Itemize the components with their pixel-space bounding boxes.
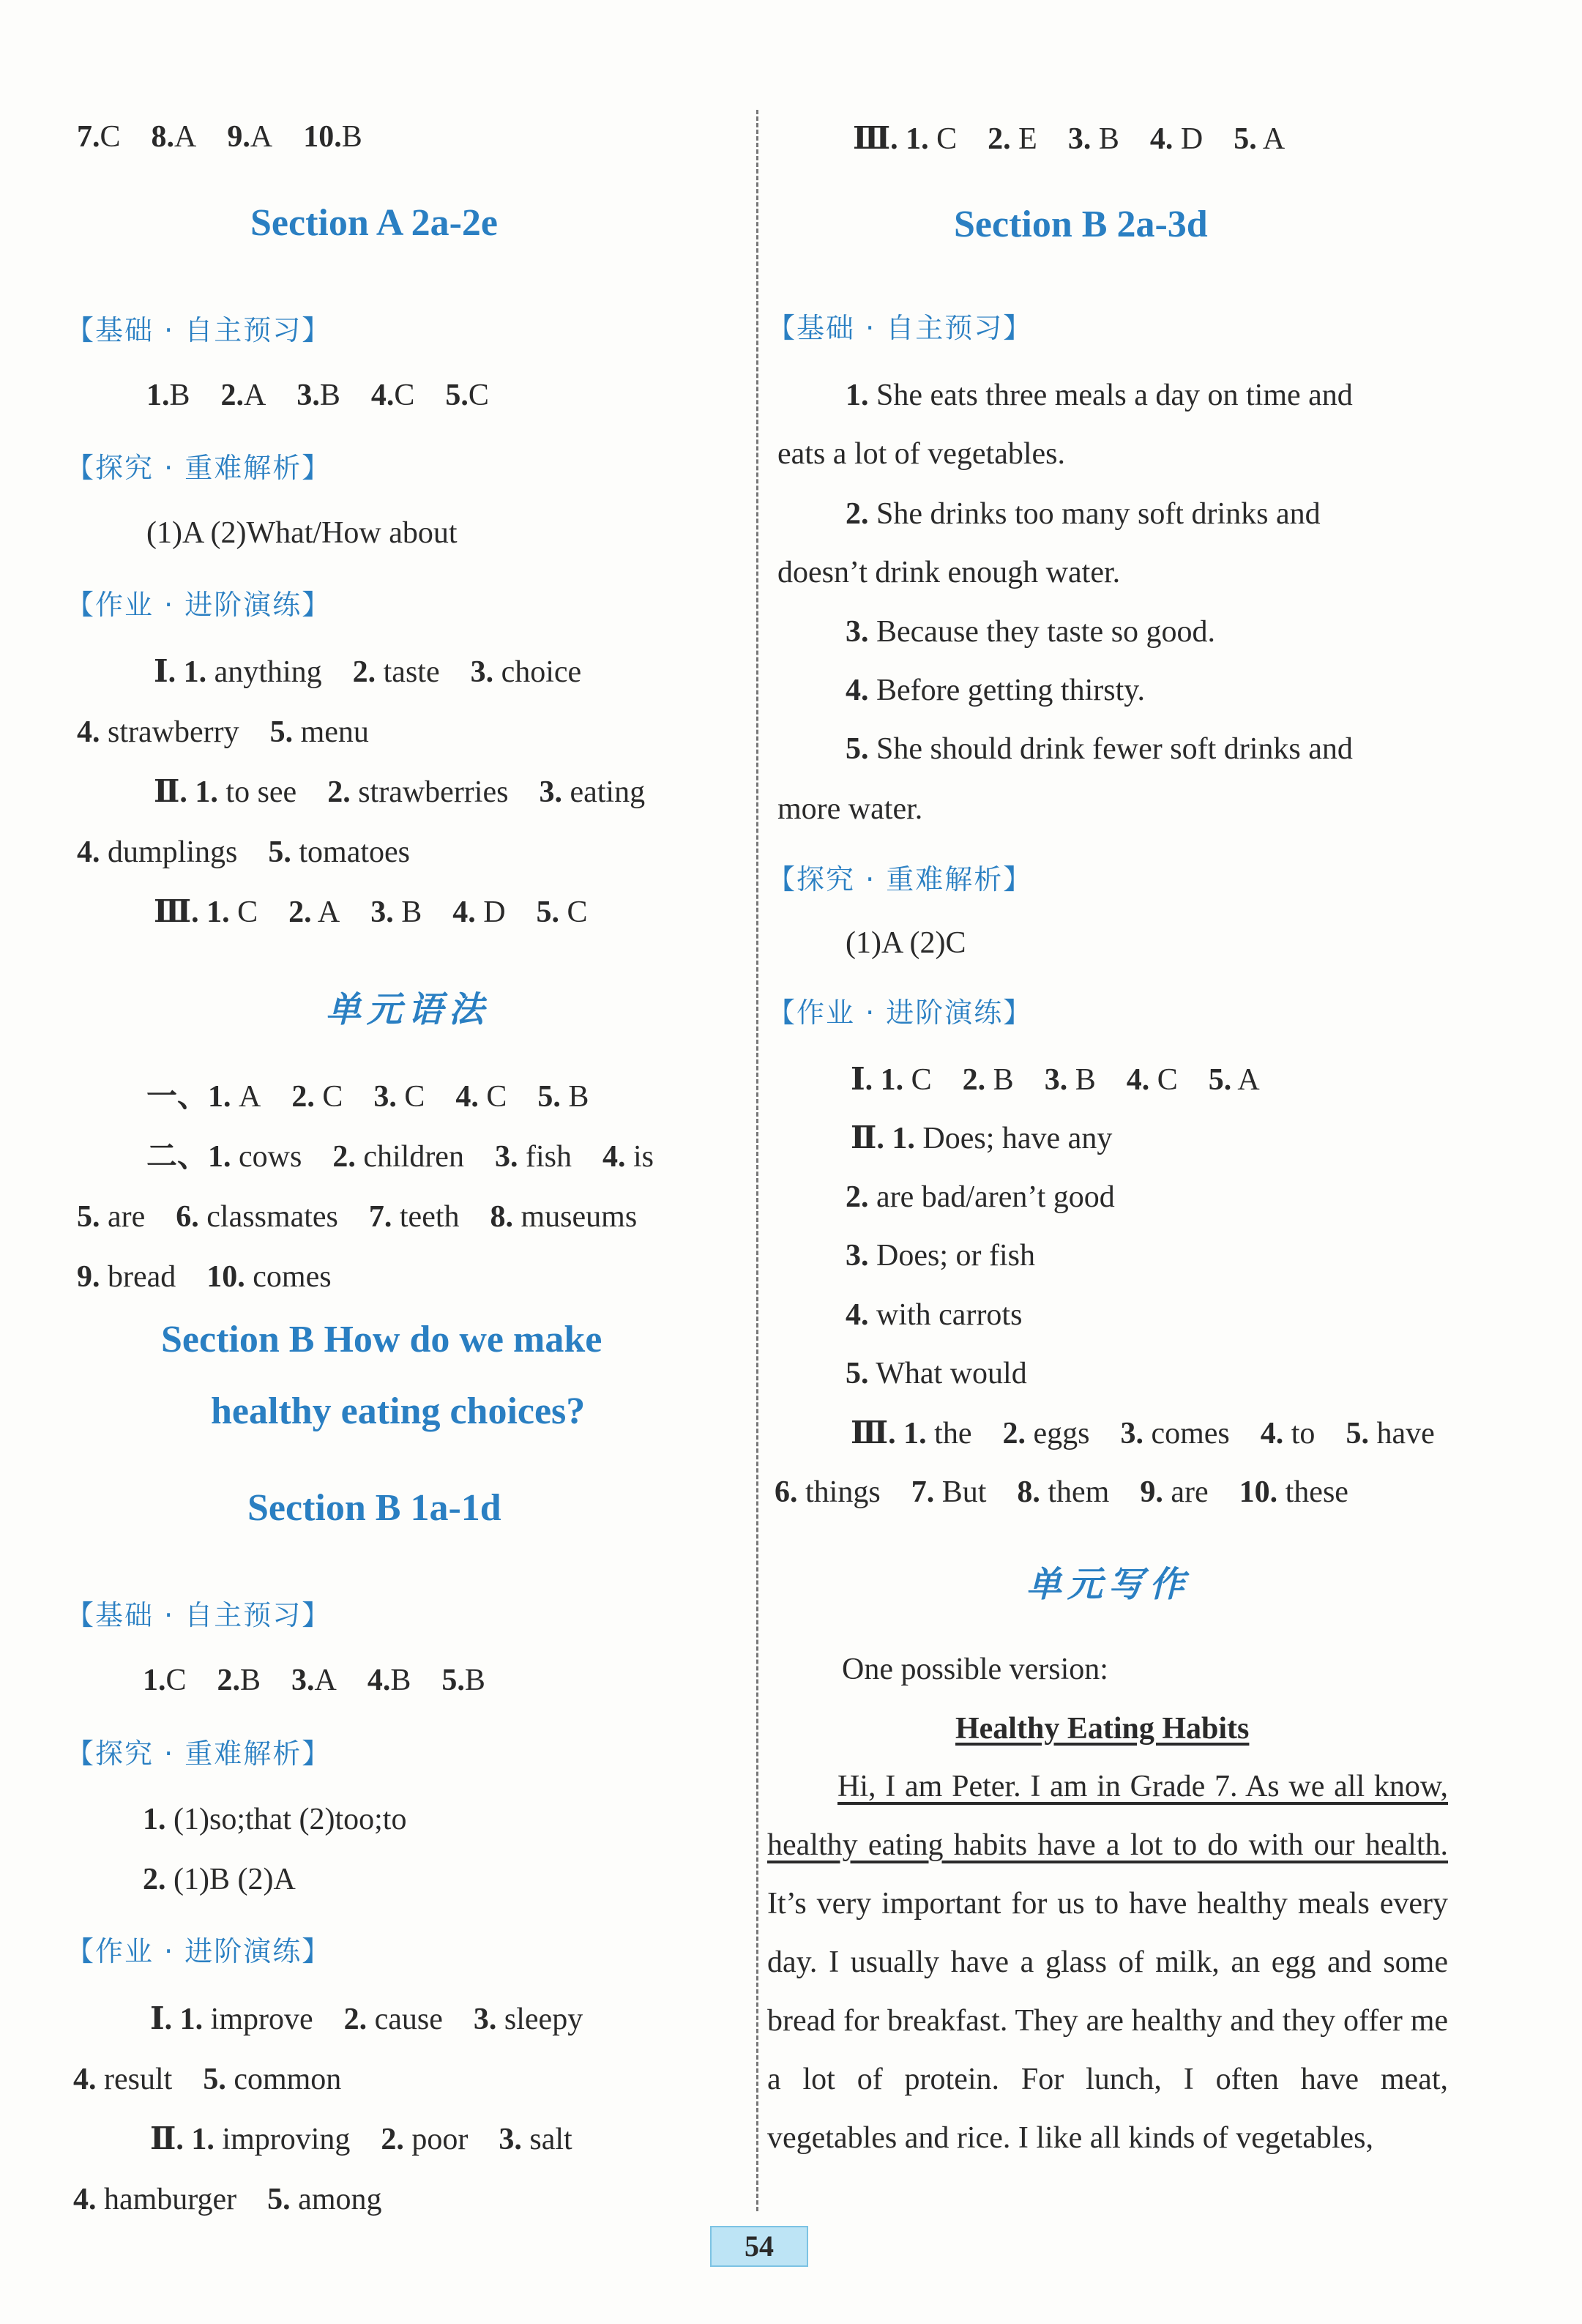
section-title: healthy eating choices? bbox=[211, 1390, 586, 1432]
answer-line: 1.C 2.B 3.A 4.B 5.B bbox=[143, 1664, 485, 1697]
answer-line: 4. strawberry 5. menu bbox=[77, 715, 369, 749]
essay-text: It’s very important for us to have healthy meals every day. I usually have a glass of milk, an egg and some bread for breakfast. They are healthy and they offer me a lot of protein. For lunch, I often have meat, vegetables and rice. I like all kinds of vegetables, bbox=[767, 1887, 1448, 2155]
section-tag: 【探究 · 重难解析】 bbox=[66, 1738, 332, 1770]
answer-line: 1.B 2.A 3.B 4.C 5.C bbox=[146, 379, 489, 412]
answer-line: Ⅱ. 1. to see 2. strawberries 3. eating bbox=[154, 775, 646, 809]
answer-line: 2. are bad/aren’t good bbox=[846, 1180, 1115, 1214]
answer-line: 一、1. A 2. C 3. C 4. C 5. B bbox=[146, 1080, 589, 1114]
section-title: Section B 1a-1d bbox=[247, 1487, 501, 1529]
answer-line: doesn’t drink enough water. bbox=[777, 556, 1121, 589]
section-title: Section B How do we make bbox=[161, 1319, 602, 1360]
answer-line: more water. bbox=[777, 792, 923, 826]
section-title: Section B 2a-3d bbox=[954, 204, 1208, 245]
answer-line: 4. dumplings 5. tomatoes bbox=[77, 835, 410, 869]
answer-line: 1. (1)so;that (2)too;to bbox=[143, 1803, 407, 1836]
answer-line: 二、1. cows 2. children 3. fish 4. is bbox=[146, 1140, 654, 1174]
answer-line: 9. bread 10. comes bbox=[77, 1260, 332, 1294]
answer-line: 4. hamburger 5. among bbox=[73, 2183, 382, 2216]
column-divider bbox=[756, 110, 758, 2211]
section-tag: 【基础 · 自主预习】 bbox=[767, 312, 1033, 344]
answer-line: Ⅱ. 1. Does; have any bbox=[851, 1122, 1113, 1155]
answer-line: 1. She eats three meals a day on time and bbox=[846, 379, 1353, 412]
answer-line: 4. result 5. common bbox=[73, 2063, 342, 2096]
answer-line: 7.C 8.A 9.A 10.B bbox=[77, 120, 362, 154]
answer-line: 4. Before getting thirsty. bbox=[846, 674, 1146, 707]
answer-line: 3. Because they taste so good. bbox=[846, 615, 1216, 649]
answer-line: Ⅰ. 1. improve 2. cause 3. sleepy bbox=[150, 2003, 583, 2036]
section-tag: 【基础 · 自主预习】 bbox=[66, 1599, 332, 1631]
answer-line: (1)A (2)What/How about bbox=[146, 516, 458, 550]
writing-title: 单元写作 bbox=[1026, 1564, 1191, 1605]
section-tag: 【基础 · 自主预习】 bbox=[66, 314, 332, 346]
answer-line: Ⅱ. 1. improving 2. poor 3. salt bbox=[150, 2123, 572, 2156]
section-tag: 【作业 · 进阶演练】 bbox=[767, 997, 1033, 1029]
section-tag: 【作业 · 进阶演练】 bbox=[66, 589, 332, 621]
answer-line: 6. things 7. But 8. them 9. are 10. these bbox=[775, 1475, 1348, 1509]
version-label: One possible version: bbox=[842, 1653, 1108, 1686]
section-tag: 【探究 · 重难解析】 bbox=[66, 452, 332, 484]
answer-line: Ⅲ. 1. C 2. E 3. B 4. D 5. A bbox=[853, 122, 1286, 156]
answer-line: 2. (1)B (2)A bbox=[143, 1863, 296, 1896]
essay-underlined: Hi, I am Peter. I am in Grade 7. As we all know, healthy eating habits have a lot to do with our health. bbox=[767, 1770, 1448, 1862]
answer-line: Ⅰ. 1. C 2. B 3. B 4. C 5. A bbox=[851, 1063, 1260, 1097]
answer-line: 4. with carrots bbox=[846, 1298, 1023, 1332]
page-number: 54 bbox=[710, 2226, 808, 2267]
answer-line: 5. What would bbox=[846, 1357, 1027, 1390]
essay-body bbox=[767, 1757, 1448, 2167]
answer-line: 3. Does; or fish bbox=[846, 1239, 1035, 1273]
section-title: Section A 2a-2e bbox=[250, 202, 498, 244]
answer-line: Ⅲ. 1. the 2. eggs 3. comes 4. to 5. have bbox=[851, 1417, 1435, 1450]
answer-line: Ⅲ. 1. C 2. A 3. B 4. D 5. C bbox=[154, 895, 588, 929]
essay-title: Healthy Eating Habits bbox=[955, 1712, 1250, 1746]
answer-line: 5. She should drink fewer soft drinks and bbox=[846, 732, 1353, 766]
answer-line: 5. are 6. classmates 7. teeth 8. museums bbox=[77, 1200, 638, 1234]
answer-line: Ⅰ. 1. anything 2. taste 3. choice bbox=[154, 655, 582, 689]
answer-line: 2. She drinks too many soft drinks and bbox=[846, 497, 1321, 531]
section-tag: 【作业 · 进阶演练】 bbox=[66, 1935, 332, 1967]
grammar-title: 单元语法 bbox=[326, 989, 490, 1030]
section-tag: 【探究 · 重难解析】 bbox=[767, 863, 1033, 895]
answer-line: (1)A (2)C bbox=[846, 926, 966, 960]
answer-line: eats a lot of vegetables. bbox=[777, 437, 1066, 471]
